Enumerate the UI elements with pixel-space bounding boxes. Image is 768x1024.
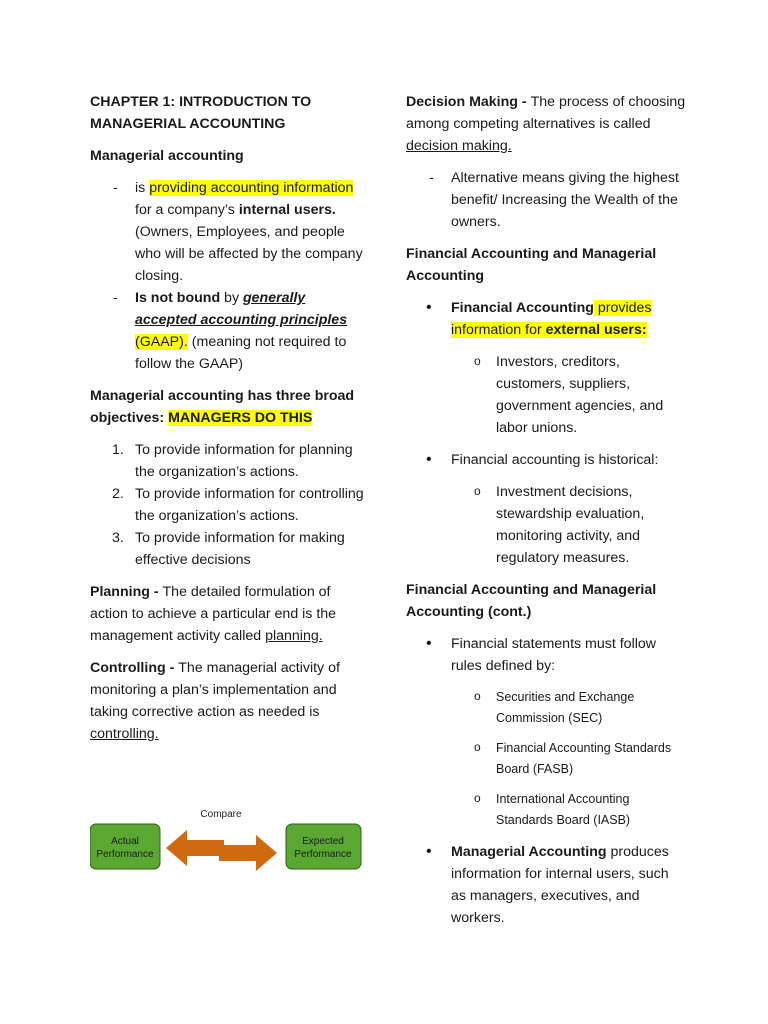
list-item: • Financial accounting is historical: o Investment decisions, stewardship evaluation, monitoring activity, and regulatory measures. — [406, 449, 686, 569]
objectives-heading: Managerial accounting has three broad objectives: MANAGERS DO THIS — [90, 388, 355, 426]
compare-label: Compare — [200, 809, 242, 820]
fa-ma-cont-list — [406, 633, 686, 929]
fa-ma-list — [406, 297, 686, 569]
alternative-list — [406, 167, 686, 233]
list-item: - Is not bound by generally accepted accounting principles (GAAP). (meaning not required to follow the GAAP) — [90, 287, 366, 375]
list-item: - Alternative means giving the highest benefit/ Increasing the Wealth of the owners. — [406, 167, 686, 233]
list-item: - is providing accounting information for a company’s internal users. (Owners, Employees, and people who will be affected by the company closing. — [90, 177, 366, 287]
list-item: 1. To provide information for planning the organization’s actions. — [112, 442, 353, 480]
highlight: providing accounting information — [149, 180, 354, 196]
left-arrow-icon — [166, 830, 224, 866]
list-item: o Securities and Exchange Commission (SEC) — [451, 687, 686, 729]
highlight: (GAAP). — [135, 334, 188, 350]
svg-text:Actual: Actual — [111, 836, 139, 847]
svg-text:Performance: Performance — [96, 849, 154, 860]
fa-ma-heading: Financial Accounting and Managerial Accounting — [406, 246, 657, 284]
svg-text:Expected: Expected — [302, 836, 344, 847]
controlling-definition: Controlling - The managerial activity of monitoring a plan’s implementation and taking corrective action as needed is controlling. — [90, 660, 340, 742]
decision-making-definition: Decision Making - The process of choosing among competing alternatives is called decision making. — [406, 94, 686, 154]
list-item: • Financial statements must follow rules defined by: o Securities and Exchange Commission (SEC) o Financial Accounting Standards Board (FASB) o International Accounting Standards Board (IASB) — [406, 633, 686, 831]
right-arrow-icon — [219, 835, 277, 871]
managerial-accounting-heading: Managerial accounting — [90, 148, 244, 164]
list-item: • Managerial Accounting produces information for internal users, such as managers, executives, and workers. — [406, 841, 686, 929]
list-item: o International Accounting Standards Board (IASB) — [451, 789, 686, 831]
highlight: MANAGERS DO THIS — [168, 410, 313, 426]
list-item: o Investors, creditors, customers, suppliers, government agencies, and labor unions. — [451, 351, 686, 439]
list-item: 3. To provide information for making effective decisions — [112, 530, 345, 568]
list-item: o Investment decisions, stewardship evaluation, monitoring activity, and regulatory measures. — [451, 481, 686, 569]
right-column — [406, 91, 686, 939]
list-item: o Financial Accounting Standards Board (FASB) — [451, 738, 686, 780]
chapter-title: CHAPTER 1: INTRODUCTION TO MANAGERIAL ACCOUNTING — [90, 94, 312, 132]
highlight: provides information for external users: — [451, 300, 652, 338]
left-column — [90, 91, 366, 755]
compare-diagram — [90, 800, 362, 874]
planning-definition: Planning - The detailed formulation of action to achieve a particular end is the management activity called planning. — [90, 584, 337, 644]
list-item: 2. To provide information for controlling the organization’s actions. — [112, 486, 364, 524]
list-item: • Financial Accounting provides information for external users: o Investors, creditors, customers, suppliers, government agencies, and labor unions. — [406, 297, 686, 439]
svg-text:Performance: Performance — [294, 849, 352, 860]
fa-ma-cont-heading: Financial Accounting and Managerial Accounting (cont.) — [406, 582, 657, 620]
managerial-definition-list — [90, 177, 366, 375]
objectives-list — [90, 439, 366, 571]
